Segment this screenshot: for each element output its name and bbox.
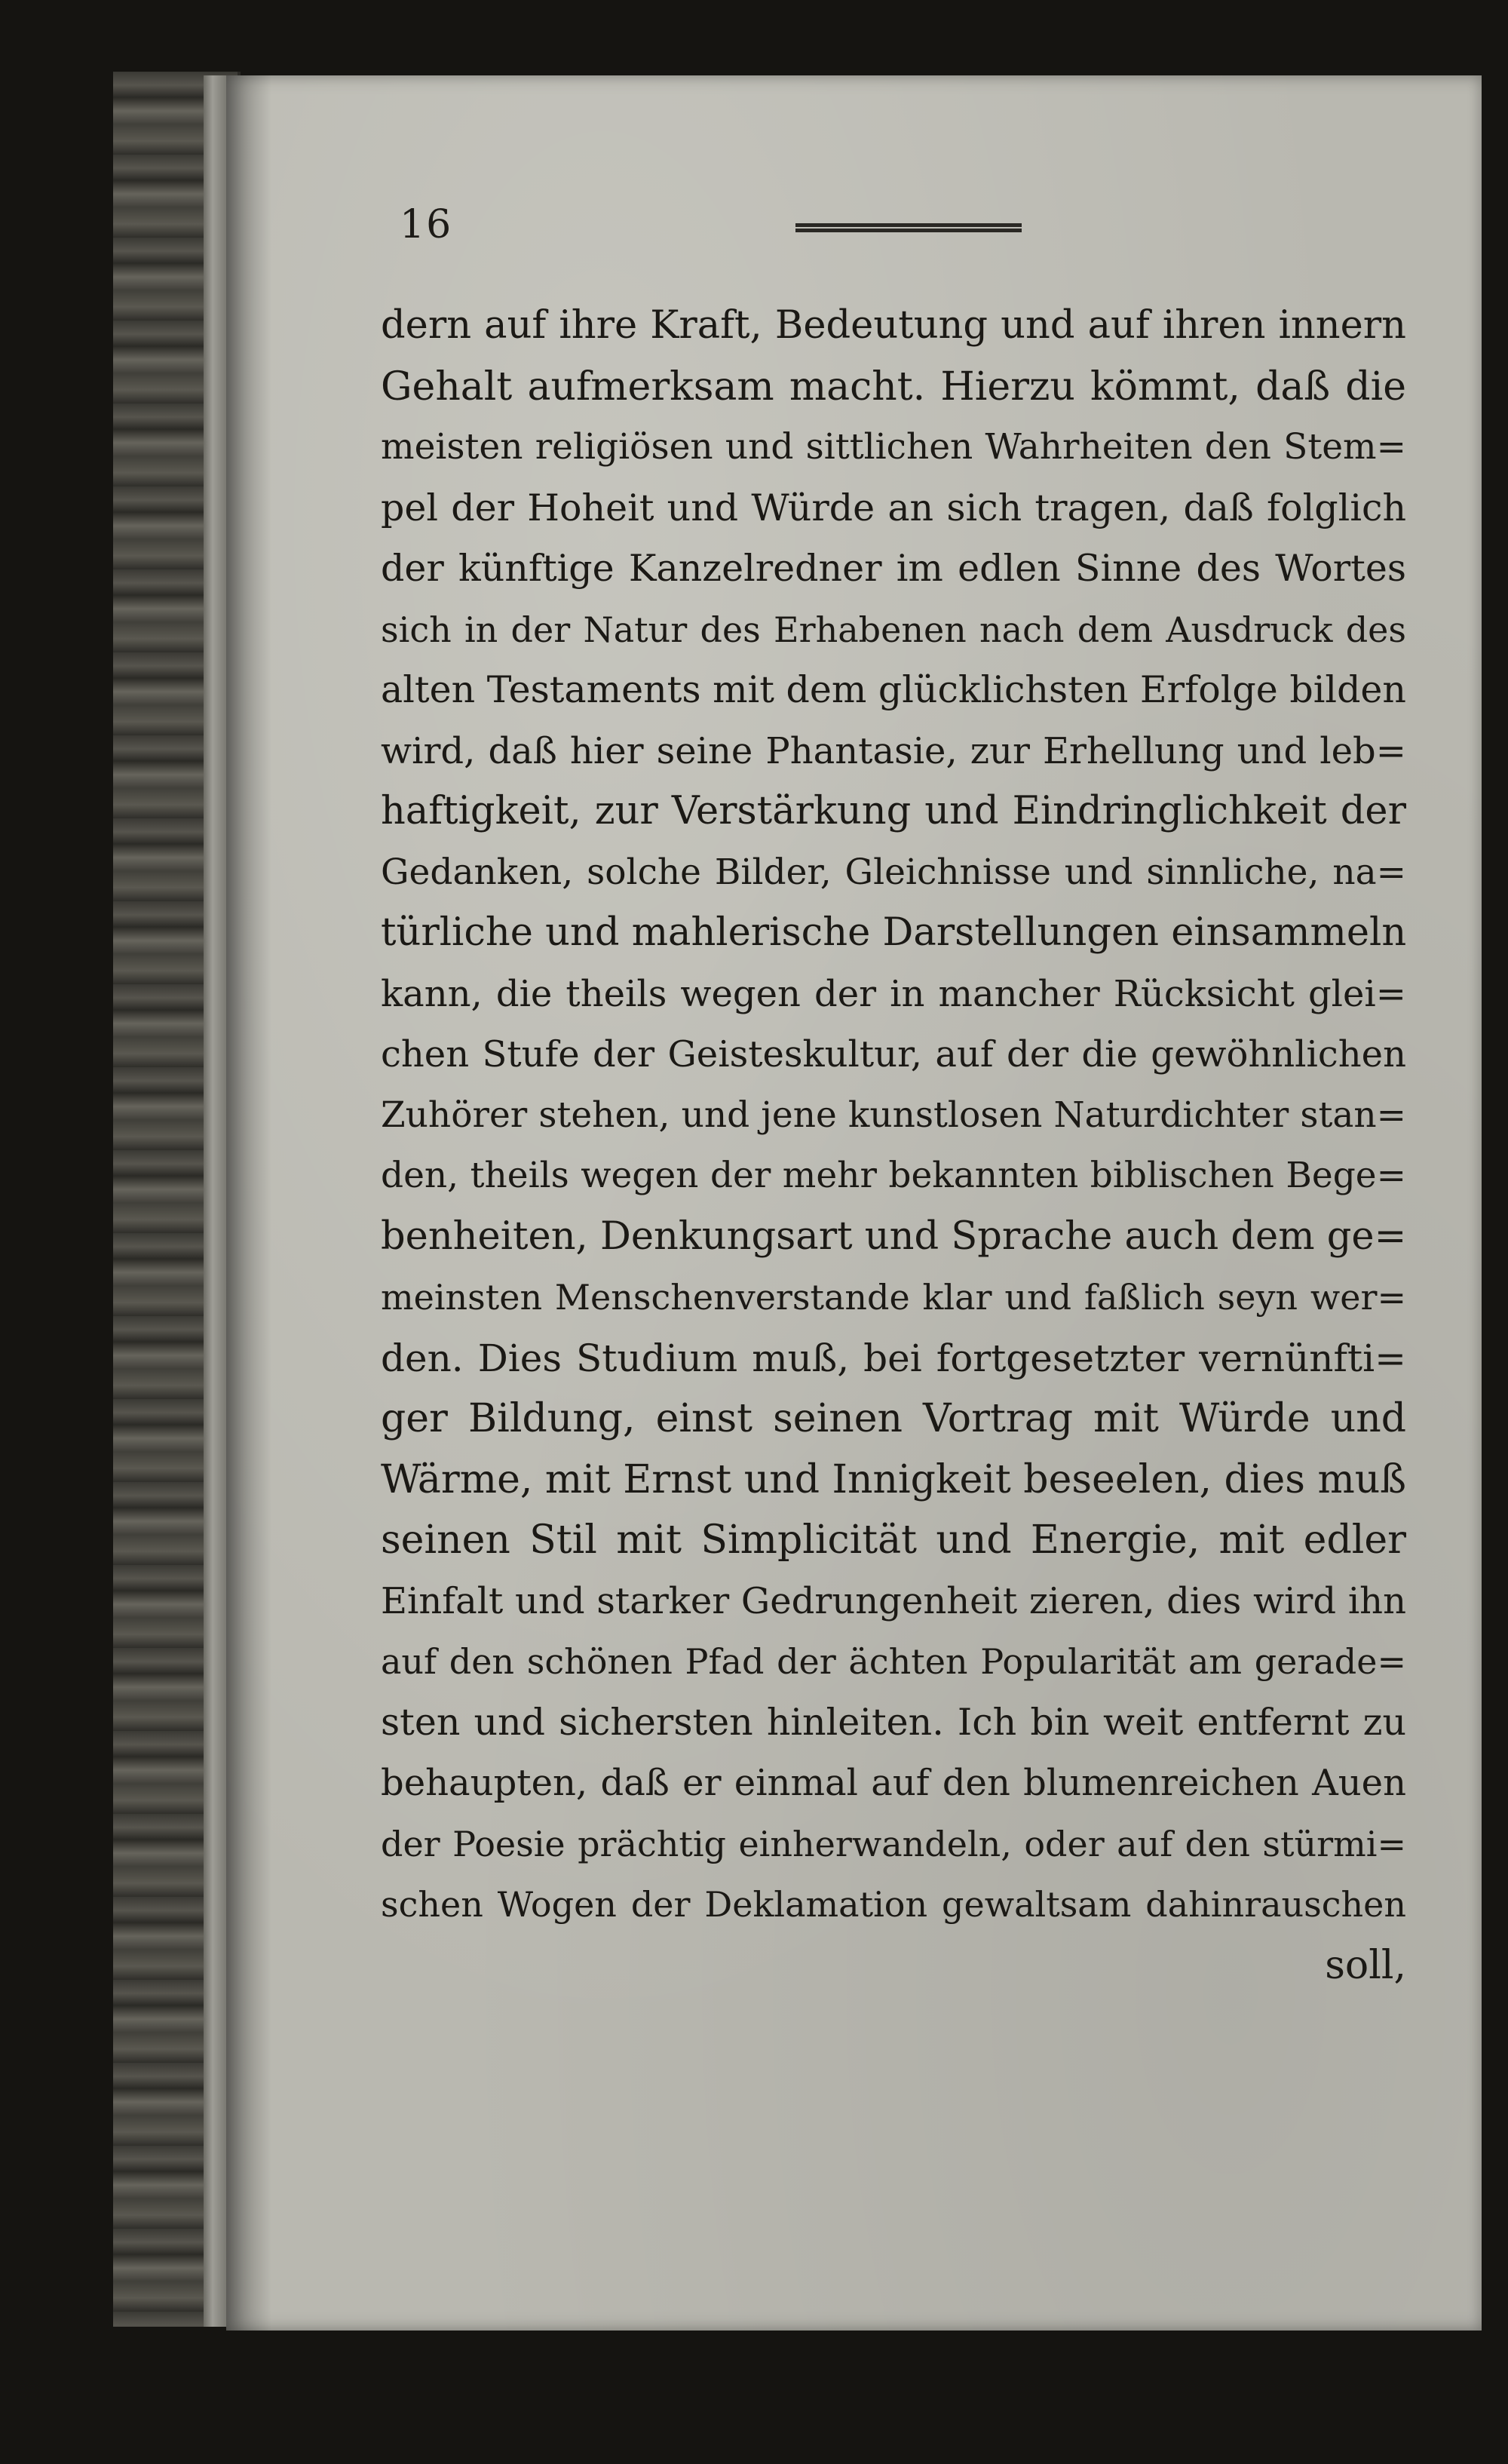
- text-line: auf den schönen Pfad der ächten Popularität am gerade=: [381, 1641, 1406, 1682]
- text-line: alten Testaments mit dem glücklichsten Erfolge bilden: [381, 668, 1406, 711]
- text-line: Einfalt und starker Gedrungenheit zieren, dies wird ihn: [381, 1579, 1406, 1622]
- text-line: chen Stufe der Geisteskultur, auf der die gewöhnlichen: [381, 1033, 1406, 1076]
- text-line: Wärme, mit Ernst und Innigkeit beseelen, dies muß: [381, 1456, 1406, 1502]
- text-line: kann, die theils wegen der in mancher Rücksicht glei=: [381, 972, 1406, 1015]
- text-line: sich in der Natur des Erhabenen nach dem Ausdruck des: [381, 609, 1406, 650]
- header-rule: [795, 223, 1022, 232]
- page-number: 16: [400, 202, 453, 247]
- text-line: haftigkeit, zur Verstärkung und Eindringlichkeit der: [381, 789, 1406, 833]
- text-line: Zuhörer stehen, und jene kunstlosen Naturdichter stan=: [381, 1094, 1406, 1136]
- gutter-shadow: [226, 75, 271, 2331]
- text-line: schen Wogen der Deklamation gewaltsam dahinrauschen: [381, 1884, 1406, 1925]
- text-line: dern auf ihre Kraft, Bedeutung und auf ihren innern: [381, 303, 1406, 348]
- text-line: ger Bildung, einst seinen Vortrag mit Würde und: [381, 1396, 1406, 1441]
- text-line: den, theils wegen der mehr bekannten biblischen Bege=: [381, 1155, 1406, 1196]
- body-text: [381, 296, 1406, 1996]
- text-line: behaupten, daß er einmal auf den blumenreichen Auen: [381, 1762, 1406, 1804]
- text-line: der künftige Kanzelredner im edlen Sinne des Wortes: [381, 547, 1406, 590]
- text-line: türliche und mahlerische Darstellungen einsammeln: [381, 910, 1406, 955]
- text-line: Gedanken, solche Bilder, Gleichnisse und sinnliche, na=: [381, 851, 1406, 893]
- text-line: seinen Stil mit Simplicität und Energie, mit edler: [381, 1517, 1406, 1563]
- page-edges: [204, 75, 226, 2327]
- text-line: meinsten Menschenverstande klar und faßlich seyn wer=: [381, 1277, 1406, 1318]
- text-line: sten und sichersten hinleiten. Ich bin weit entfernt zu: [381, 1700, 1406, 1744]
- text-line: pel der Hoheit und Würde an sich tragen, daß folglich: [381, 486, 1406, 529]
- text-line: den. Dies Studium muß, bei fortgesetzter vernünfti=: [381, 1336, 1406, 1380]
- text-line: Gehalt aufmerksam macht. Hierzu kömmt, daß die: [381, 364, 1406, 410]
- text-line: wird, daß hier seine Phantasie, zur Erhellung und leb=: [381, 729, 1406, 772]
- text-line: meisten religiösen und sittlichen Wahrheiten den Stem=: [381, 426, 1406, 468]
- catchword: soll,: [1325, 1942, 1406, 1988]
- text-line: benheiten, Denkungsart und Sprache auch dem ge=: [381, 1214, 1406, 1259]
- text-line: der Poesie prächtig einherwandeln, oder auf den stürmi=: [381, 1823, 1406, 1864]
